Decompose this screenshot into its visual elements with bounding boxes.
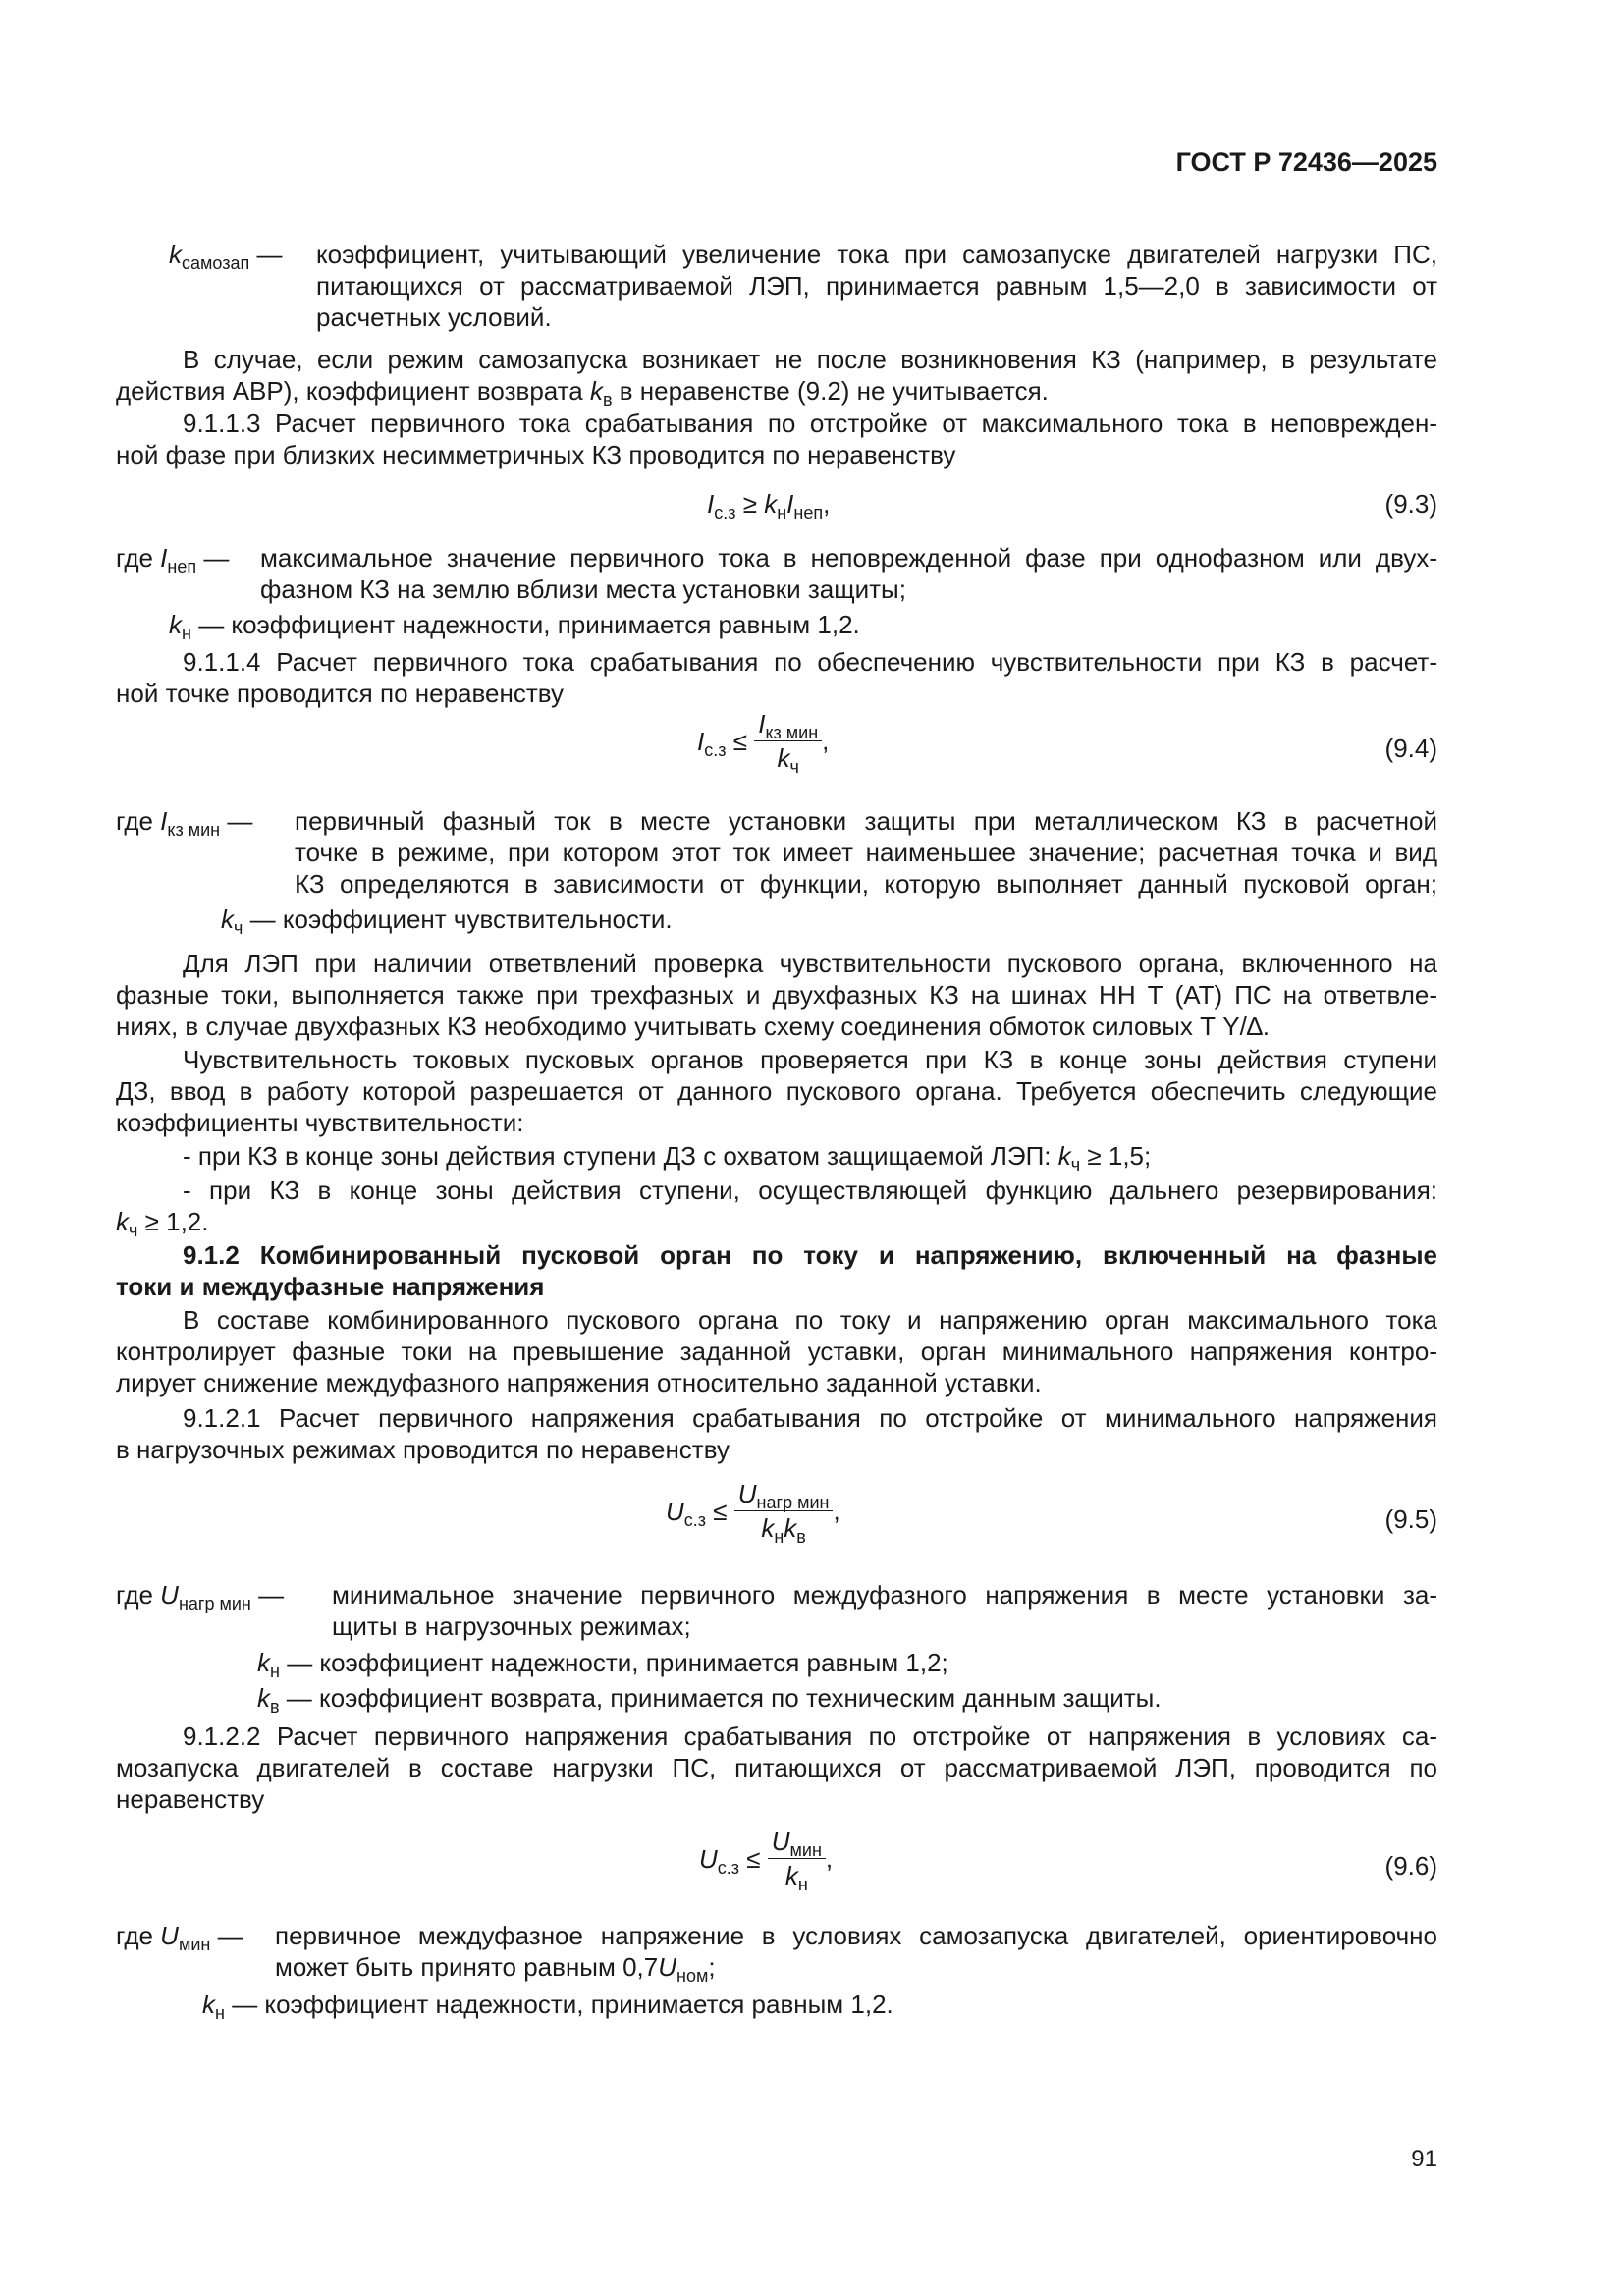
def-ikz-line2: точке в режиме, при котором этот ток имеет наименьшее значение; расчетная точка и вид — [295, 838, 1437, 867]
section-9113-line1: 9.1.1.3 Расчет первичного тока срабатывания по отстройке от максимального тока в неповрежден- — [183, 409, 1437, 438]
def-ksamozap-line2: питающихся от рассматриваемой ЛЭП, принимается равным 1,5—2,0 в зависимости от — [316, 271, 1437, 301]
document-header: ГОСТ Р 72436—2025 — [1175, 147, 1437, 177]
def-kn-1: $k_н$ — коэффициент надежности, принимается равным 1,2. — [169, 610, 860, 643]
heading-912-line1: 9.1.2 Комбинированный пусковой орган по току и напряжению, включенный на фазные — [183, 1240, 1437, 1270]
paragraph-4-line2: контролирует фазные токи на превышение заданной уставки, орган минимального напряжения контро- — [116, 1337, 1437, 1366]
section-9121-line1: 9.1.2.1 Расчет первичного напряжения срабатывания по отстройке от минимального напряжения — [183, 1403, 1437, 1433]
section-9122-line1: 9.1.2.2 Расчет первичного напряжения срабатывания по отстройке от напряжения в условиях са- — [183, 1722, 1437, 1751]
section-9114-line1: 9.1.1.4 Расчет первичного тока срабатывания по обеспечению чувствительности при КЗ в расчет- — [183, 647, 1437, 677]
paragraph-4-line3: лирует снижение междуфазного напряжения относительно заданной уставки. — [116, 1368, 1042, 1397]
equation-9-3-number: (9.3) — [1384, 489, 1437, 519]
bullet-2-line1: - при КЗ в конце зоны действия ступени, осуществляющей функцию дальнего резервирования: — [183, 1175, 1437, 1205]
def-inep-line2: фазном КЗ на землю вблизи места установки защиты; — [260, 574, 906, 604]
equation-9-3: $I_{с.з} \ge k_нI_{неп}$, — [707, 489, 831, 522]
def-ksamozap-symbol: $k_{самозап}$ — — [169, 240, 283, 273]
section-9114-line2: ной точке проводится по неравенству — [116, 679, 564, 708]
def-inep-symbol: где $I_{неп}$ — — [116, 543, 230, 576]
def-inep-line1: максимальное значение первичного тока в неповрежденной фазе при однофазном или двух- — [260, 543, 1437, 573]
paragraph-1-line1: В случае, если режим самозапуска возникает не после возникновения КЗ (например, в результате — [183, 345, 1437, 374]
equation-9-6: $U_{с.з}$ ≤ $\frac{U_{мин}}{k_н}$ , — [699, 1827, 834, 1894]
paragraph-4-line1: В составе комбинированного пускового органа по току и напряжению орган максимального тока — [183, 1305, 1437, 1335]
section-9122-line3: неравенству — [116, 1784, 265, 1814]
def-kv: $k_в$ — коэффициент возврата, принимается по техническим данным защиты. — [257, 1683, 1162, 1717]
equation-9-5: $U_{с.з}$ ≤ $\frac{U_{нагр мин}}{k_нk_в}$ , — [666, 1479, 840, 1547]
fraction-9-4: $\frac{I_{кз мин}}{k_ч}$ — [754, 709, 822, 773]
def-kch: $k_ч$ — коэффициент чувствительности. — [221, 904, 673, 938]
equation-9-6-number: (9.6) — [1384, 1851, 1437, 1881]
def-ksamozap-line3: расчетных условий. — [316, 302, 552, 332]
equation-9-4-number: (9.4) — [1384, 734, 1437, 763]
paragraph-2-line1: Для ЛЭП при наличии ответвлений проверка чувствительности пускового органа, включенного на — [183, 949, 1437, 978]
def-ikz-line1: первичный фазный ток в месте установки защиты при металлическом КЗ в расчетной — [295, 806, 1437, 836]
fraction-9-5: $\frac{U_{нагр мин}}{k_нk_в}$ — [734, 1479, 834, 1543]
equation-9-5-number: (9.5) — [1384, 1504, 1437, 1534]
section-9122-line2: мозапуска двигателей в составе нагрузки ПС, питающихся от рассматриваемой ЛЭП, проводится по — [116, 1753, 1437, 1782]
paragraph-2-line3: ниях, в случае двухфазных КЗ необходимо учитывать схему соединения обмоток силовых Т Y/∆. — [116, 1011, 1270, 1041]
bullet-2-line2: $k_ч \ge 1,2$. — [116, 1207, 209, 1240]
def-ikz-line3: КЗ определяются в зависимости от функции, которую выполняет данный пусковой орган; — [295, 869, 1437, 899]
paragraph-1-line2: действия АВР), коэффициент возврата $k_в$ в неравенстве (9.2) не учитывается. — [116, 376, 1049, 410]
equation-9-4: $I_{с.з}$ ≤ $\frac{I_{кз мин}}{k_ч}$ , — [697, 709, 830, 777]
section-9113-line2: ной фазе при близких несимметричных КЗ проводится по неравенству — [116, 440, 956, 469]
def-ikz-symbol: где $I_{кз мин}$ — — [116, 806, 253, 840]
def-unagr-line1: минимальное значение первичного междуфазного напряжения в месте установки за- — [332, 1580, 1437, 1610]
heading-912-line2: токи и междуфазные напряжения — [116, 1272, 545, 1301]
bullet-1: - при КЗ в конце зоны действия ступени ДЗ с охватом защищаемой ЛЭП: $k_ч \ge 1,5$; — [183, 1141, 1152, 1175]
paragraph-3-line2: ДЗ, ввод в работу которой разрешается от данного пускового органа. Требуется обеспечить следующие — [116, 1076, 1437, 1106]
paragraph-3-line1: Чувствительность токовых пусковых органов проверяется при КЗ в конце зоны действия ступени — [183, 1045, 1437, 1074]
paragraph-3-line3: коэффициенты чувствительности: — [116, 1108, 524, 1137]
page-number: 91 — [1411, 2146, 1437, 2172]
def-unagr-symbol: где $U_{нагр мин}$ — — [116, 1580, 285, 1613]
paragraph-2-line2: фазные токи, выполняется также при трехфазных и двухфазных КЗ на шинах НН Т (АТ) ПС на ответвле- — [116, 980, 1437, 1010]
def-umin-symbol: где $U_{мин}$ — — [116, 1921, 243, 1954]
def-umin-line2: может быть принято равным $0,7U_{ном}$; — [275, 1952, 716, 1986]
def-unagr-line2: щиты в нагрузочных режимах; — [332, 1612, 691, 1641]
def-umin-line1: первичное междуфазное напряжение в условиях самозапуска двигателей, ориентировочно — [275, 1921, 1437, 1950]
fraction-9-6: $\frac{U_{мин}}{k_н}$ — [768, 1827, 826, 1890]
def-kn-3: $k_н$ — коэффициент надежности, принимается равным 1,2. — [202, 1990, 893, 2023]
section-9121-line2: в нагрузочных режимах проводится по неравенству — [116, 1435, 730, 1464]
def-kn-2: $k_н$ — коэффициент надежности, принимается равным 1,2; — [257, 1648, 948, 1681]
def-ksamozap-line1: коэффициент, учитывающий увеличение тока при самозапуске двигателей нагрузки ПС, — [316, 240, 1437, 269]
